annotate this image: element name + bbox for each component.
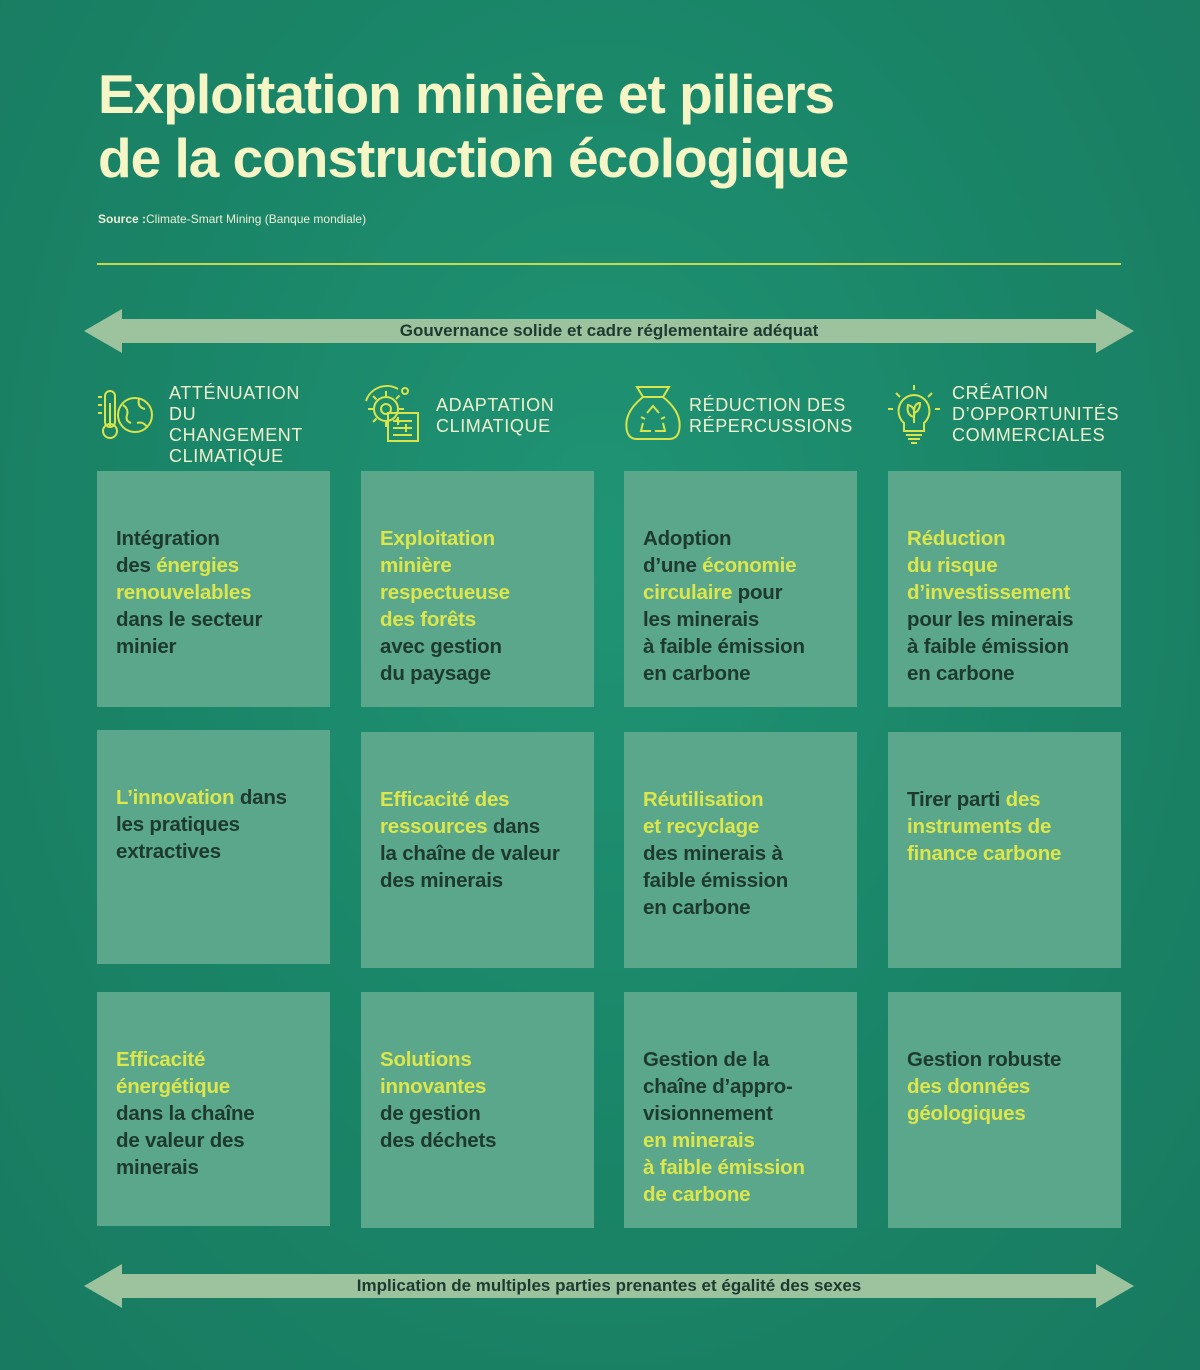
card-highlight: Solutions (380, 1048, 472, 1071)
card-text-segment: de gestion (380, 1102, 481, 1125)
thermometer-globe-icon (97, 383, 157, 443)
card-text-segment: dans (234, 786, 287, 809)
column-header-title (952, 383, 1119, 446)
card-highlight: ressources (380, 815, 488, 838)
card-highlight: Réutilisation (643, 788, 764, 811)
card-highlight: et recyclage (643, 815, 760, 838)
card-text-segment: minerais (116, 1156, 199, 1179)
card-highlight: circulaire (643, 581, 733, 604)
card-r3c1 (97, 992, 330, 1226)
card-text (643, 525, 839, 687)
card-text-segment: Gestion robuste (907, 1048, 1062, 1071)
card-text-segment: en carbone (907, 662, 1015, 685)
card-highlight: géologiques (907, 1102, 1026, 1125)
card-highlight: minière (380, 554, 452, 577)
card-text-segment: en carbone (643, 896, 751, 919)
card-text-segment: dans la chaîne (116, 1102, 255, 1125)
card-text-segment: visionnement (643, 1102, 773, 1125)
bottom-banner-arrow (84, 1264, 1134, 1308)
card-r2c4 (888, 732, 1121, 968)
source-label: Source : (98, 212, 147, 226)
header-line: COMMERCIALES (952, 425, 1106, 445)
card-highlight: énergétique (116, 1075, 230, 1098)
card-text-segment: la chaîne de valeur (380, 842, 560, 865)
card-text (380, 1046, 576, 1154)
source-text: Climate-Smart Mining (Banque mondiale) (146, 212, 367, 226)
card-highlight: innovantes (380, 1075, 487, 1098)
card-highlight: d’investissement (907, 581, 1071, 604)
card-text (380, 786, 576, 894)
card-text-segment: de valeur des (116, 1129, 245, 1152)
card-text (116, 1046, 312, 1181)
card-highlight: économie (702, 554, 797, 577)
card-text-segment: du paysage (380, 662, 491, 685)
recycle-bag-icon (625, 383, 681, 443)
card-highlight: finance carbone (907, 842, 1062, 865)
card-r1c3 (624, 471, 857, 707)
card-highlight: L’innovation (116, 786, 235, 809)
card-r3c2 (361, 992, 594, 1228)
card-text-segment: faible émission (643, 869, 789, 892)
card-text-segment: Adoption (643, 527, 732, 550)
column-header-title (169, 383, 303, 467)
card-text-segment: pour les minerais (907, 608, 1074, 631)
card-r1c4 (888, 471, 1121, 707)
card-text-segment: en carbone (643, 662, 751, 685)
card-highlight: Efficacité (116, 1048, 206, 1071)
header-line: D’OPPORTUNITÉS (952, 404, 1120, 424)
card-r2c3 (624, 732, 857, 968)
lightbulb-leaf-icon (886, 383, 942, 447)
card-text-segment: des minerais à (643, 842, 783, 865)
card-highlight: de carbone (643, 1183, 751, 1206)
top-banner-arrow (84, 309, 1134, 353)
card-text-segment: les minerais (643, 608, 760, 631)
source-note (98, 212, 366, 226)
card-text-segment: Gestion de la (643, 1048, 770, 1071)
card-highlight: à faible émission (643, 1156, 805, 1179)
card-text-segment: les pratiques (116, 813, 240, 836)
header-line: CLIMATIQUE (169, 446, 284, 466)
card-highlight: Réduction (907, 527, 1006, 550)
card-highlight: énergies (156, 554, 239, 577)
card-text-segment: avec gestion (380, 635, 502, 658)
card-text-segment: d’une (643, 554, 703, 577)
bottom-banner-label: Implication de multiples parties prenantes et égalité des sexes (356, 1276, 862, 1295)
card-text-segment: à faible émission (907, 635, 1069, 658)
card-text (907, 786, 1103, 867)
top-banner-label: Gouvernance solide et cadre réglementaire adéquat (399, 321, 819, 340)
card-text-segment: dans le secteur (116, 608, 263, 631)
card-highlight: en minerais (643, 1129, 755, 1152)
card-text (116, 784, 312, 865)
card-text (643, 786, 839, 921)
card-text-segment: Tirer parti (907, 788, 1006, 811)
card-text-segment: des (116, 554, 157, 577)
card-highlight: instruments de (907, 815, 1052, 838)
card-text-segment: extractives (116, 840, 221, 863)
card-text-segment: minier (116, 635, 177, 658)
card-r3c4 (888, 992, 1121, 1228)
title-line-1: Exploitation minière et piliers (98, 63, 835, 125)
card-text-segment: Intégration (116, 527, 220, 550)
header-line: DU CHANGEMENT (169, 404, 304, 445)
card-r1c1 (97, 471, 330, 707)
page-title (98, 62, 998, 190)
title-line-2: de la construction écologique (98, 127, 849, 189)
divider (97, 263, 1121, 265)
header-line: RÉPERCUSSIONS (689, 416, 853, 436)
header-line: RÉDUCTION DES (689, 395, 846, 415)
card-text-segment: des minerais (380, 869, 503, 892)
card-text-segment: chaîne d’appro- (643, 1075, 793, 1098)
card-highlight: renouvelables (116, 581, 252, 604)
card-highlight: Exploitation (380, 527, 495, 550)
card-text-segment: à faible émission (643, 635, 805, 658)
card-r3c3 (624, 992, 857, 1228)
header-line: CRÉATION (952, 383, 1049, 403)
column-header-title (689, 395, 853, 437)
card-text (907, 1046, 1103, 1127)
header-line: ATTÉNUATION (169, 383, 300, 403)
column-header-title (436, 395, 554, 437)
gear-checklist-icon (360, 383, 424, 447)
card-text-segment: des déchets (380, 1129, 497, 1152)
card-text-segment: pour (732, 581, 783, 604)
header-line: ADAPTATION (436, 395, 555, 415)
card-r1c2 (361, 471, 594, 707)
card-text (116, 525, 312, 660)
card-highlight: du risque (907, 554, 998, 577)
card-text (643, 1046, 839, 1208)
card-text-segment: dans (487, 815, 540, 838)
card-highlight: des forêts (380, 608, 476, 631)
card-r2c1 (97, 730, 330, 964)
card-r2c2 (361, 732, 594, 968)
card-highlight: des (1005, 788, 1041, 811)
header-line: CLIMATIQUE (436, 416, 551, 436)
card-highlight: respectueuse (380, 581, 510, 604)
card-highlight: Efficacité des (380, 788, 510, 811)
card-highlight: des données (907, 1075, 1031, 1098)
card-text (907, 525, 1103, 687)
card-text (380, 525, 576, 687)
